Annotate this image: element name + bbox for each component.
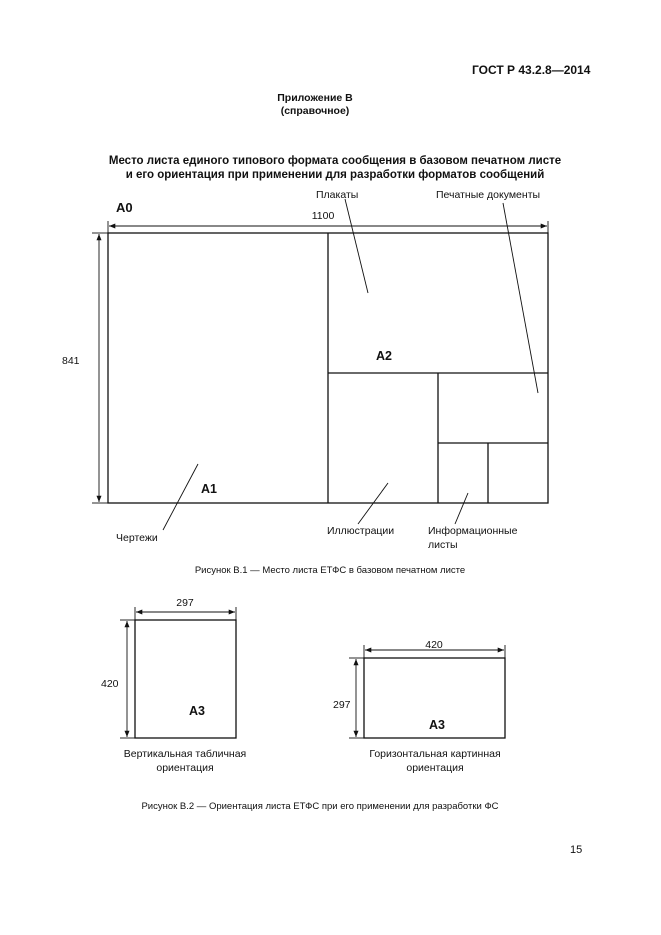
callout-printed-documents: Печатные документы bbox=[436, 189, 541, 201]
vertical-width-value: 297 bbox=[176, 597, 194, 609]
appendix-title: Приложение В bbox=[277, 92, 353, 104]
horizontal-caption-line-2: ориентация bbox=[406, 762, 464, 774]
callout-posters: Плакаты bbox=[316, 189, 359, 201]
horizontal-caption-line-1: Горизонтальная картинная bbox=[369, 748, 501, 760]
horizontal-width-value: 420 bbox=[425, 639, 443, 651]
figure-1-caption: Рисунок В.1 — Место листа ЕТФС в базовом печатном листе bbox=[194, 565, 466, 576]
appendix-subtitle: (справочное) bbox=[280, 105, 350, 117]
heading-line-1: Место листа единого типового формата сообщения в базовом печатном листе bbox=[108, 155, 562, 167]
sheet-label-a2: A2 bbox=[376, 349, 392, 363]
callout-info-sheets-line-1: Информационные bbox=[428, 525, 518, 537]
standard-number: ГОСТ Р 43.2.8—2014 bbox=[472, 63, 591, 77]
vertical-caption-line-1: Вертикальная табличная bbox=[123, 748, 247, 760]
page-number: 15 bbox=[570, 844, 583, 856]
horizontal-sheet-label: A3 bbox=[429, 718, 445, 732]
vertical-height-value: 420 bbox=[101, 678, 119, 690]
callout-drawings: Чертежи bbox=[116, 532, 158, 544]
sheet-a3-vertical bbox=[135, 620, 236, 738]
heading-line-2: и его ориентация при применении для разработки форматов сообщений bbox=[125, 169, 545, 181]
dimension-width: 1100 bbox=[311, 210, 335, 222]
sheet-label-a0: A0 bbox=[116, 200, 133, 215]
vertical-sheet-label: A3 bbox=[189, 704, 205, 718]
figure-2-caption: Рисунок В.2 — Ориентация листа ЕТФС при его применении для разработки ФС bbox=[141, 801, 499, 812]
horizontal-height-value: 297 bbox=[333, 699, 351, 711]
vertical-caption-line-2: ориентация bbox=[156, 762, 214, 774]
dimension-height: 841 bbox=[62, 355, 80, 367]
sheet-label-a1: A1 bbox=[201, 482, 217, 496]
callout-illustrations: Иллюстрации bbox=[327, 525, 395, 537]
callout-info-sheets-line-2: листы bbox=[428, 539, 458, 551]
